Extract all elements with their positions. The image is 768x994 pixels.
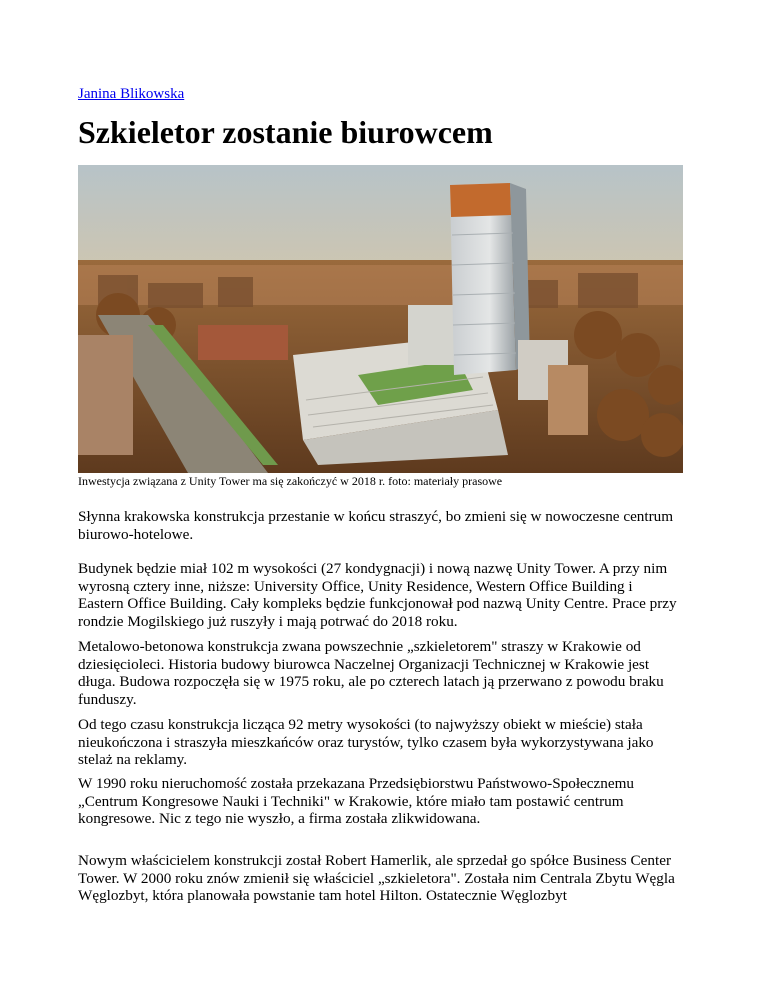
paragraph: Słynna krakowska konstrukcja przestanie w końcu straszyć, bo zmieni się w nowoczesne centrum biurowo-hotelowe. (78, 508, 674, 543)
paragraph: Metalowo-betonowa konstrukcja zwana powszechnie „szkieletorem" straszy w Krakowie od dziesięcioleci. Historia budowy biurowca Naczelnej Organizacji Technicznej w Krakowie jest długa. Budowa rozpoczęła się w 1975 roku, ale po czterech latach ją przerwano z powodu braku funduszy. (78, 638, 664, 708)
article-title: Szkieletor zostanie biurowcem (78, 114, 493, 150)
photo-caption: Inwestycja związana z Unity Tower ma się zakończyć w 2018 r. foto: materiały prasowe (78, 474, 503, 488)
paragraph: W 1990 roku nieruchomość została przekazana Przedsiębiorstwu Państwowo-Społecznemu „Centrum Kongresowe Nauki i Techniki" w Krakowie, które miało tam postawić centrum kongresowe. Nic z tego nie wyszło, a firma została zlikwidowana. (78, 775, 635, 828)
author-link[interactable]: Janina Blikowska (78, 86, 185, 102)
paragraph: Od tego czasu konstrukcja licząca 92 metry wysokości (to najwyższy obiekt w mieście) stała nieukończona i straszyła mieszkańców oraz turystów, tylko czasem była wykorzystywana jako stelaż na reklamy. (78, 716, 654, 769)
paragraph: Budynek będzie miał 102 m wysokości (27 kondygnacji) i nową nazwę Unity Tower. A przy nim wyrosną cztery inne, niższe: University Office, Unity Residence, Western Office Building i Eastern Office Building. Cały kompleks będzie funkcjonował pod nazwą Unity Centre. Prace przy rondzie Mogilskiego już ruszyły i mają potrwać do 2018 roku. (78, 560, 677, 630)
city-rendering-image (78, 165, 683, 473)
paragraph: Nowym właścicielem konstrukcji został Robert Hamerlik, ale sprzedał go spółce Business Center Tower. W 2000 roku znów zmienił się właściciel „szkieletora". Została nim Centrala Zbytu Węgla Węglozbyt, która planowała powstanie tam hotel Hilton. Ostatecznie Węglozbyt (78, 852, 675, 905)
article-photo (78, 165, 683, 473)
